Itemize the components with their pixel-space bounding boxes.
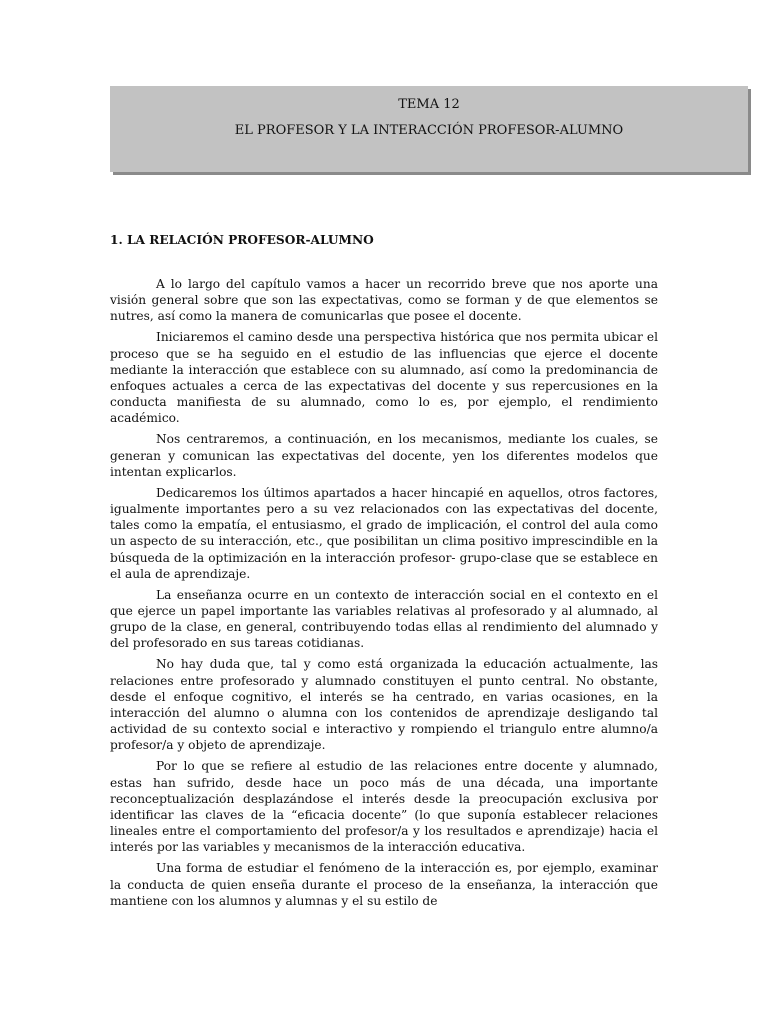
paragraph: Iniciaremos el camino desde una perspectiva histórica que nos permita ubicar el proceso que se ha seguido en el estudio de las influencias que ejerce el docente mediante la interacción que establece con su alumnado, así como la predominancia de enfoques actuales a cerca de las expectativas del docente y sus repercusiones en la conducta manifiesta de su alumnado, como lo es, por ejemplo, el rendimiento académico. xyxy=(110,330,658,426)
paragraph: Una forma de estudiar el fenómeno de la interacción es, por ejemplo, examinar la conducta de quien enseña durante el proceso de la enseñanza, la interacción que mantiene con los alumnos y alumnas y el su estilo de xyxy=(110,861,658,908)
body-text xyxy=(110,276,658,914)
section-heading: 1. LA RELACIÓN PROFESOR-ALUMNO xyxy=(110,233,374,247)
chapter-title: EL PROFESOR Y LA INTERACCIÓN PROFESOR-ALUMNO xyxy=(234,123,624,138)
paragraph: Nos centraremos, a continuación, en los mecanismos, mediante los cuales, se generan y comunican las expectativas del docente, yen los diferentes modelos que intentan explicarlos. xyxy=(110,432,658,479)
paragraph: Dedicaremos los últimos apartados a hacer hincapié en aquellos, otros factores, igualmente importantes pero a su vez relacionados con las expectativas del docente, tales como la empatía, el entusiasmo, el grado de implicación, el control del aula como un aspecto de su interacción, etc., que posibilitan un clima positivo imprescindible en la búsqueda de la optimización en la interacción profesor- grupo-clase que se establece en el aula de aprendizaje. xyxy=(110,485,658,581)
paragraph: Por lo que se refiere al estudio de las relaciones entre docente y alumnado, estas han sufrido, desde hace un poco más de una década, una importante reconceptualización desplazándose el interés desde la preocupación exclusiva por identificar las claves de la “eficacia docente” (lo que suponía establecer relaciones lineales entre el comportamiento del profesor/a y los resultados e aprendizaje) hacia el interés por las variables y mecanismos de la interacción educativa. xyxy=(110,759,658,855)
paragraph: La enseñanza ocurre en un contexto de interacción social en el contexto en el que ejerce un papel importante las variables relativas al profesorado y al alumnado, al grupo de la clase, en general, contribuyendo todas ellas al rendimiento del alumnado y del profesorado en sus tareas cotidianas. xyxy=(110,587,658,651)
chapter-number: TEMA 12 xyxy=(398,97,460,112)
paragraph: A lo largo del capítulo vamos a hacer un recorrido breve que nos aporte una visión general sobre que son las expectativas, como se forman y de que elementos se nutres, así como la manera de comunicarlas que posee el docente. xyxy=(110,277,658,324)
paragraph: No hay duda que, tal y como está organizada la educación actualmente, las relaciones entre profesorado y alumnado constituyen el punto central. No obstante, desde el enfoque cognitivo, el interés se ha centrado, en varias ocasiones, en la interacción del alumno o alumna con los contenidos de aprendizaje desligando tal actividad de su contexto social e interactivo y rompiendo el triangulo entre alumno/a profesor/a y objeto de aprendizaje. xyxy=(110,657,658,753)
chapter-header-box xyxy=(110,86,748,172)
